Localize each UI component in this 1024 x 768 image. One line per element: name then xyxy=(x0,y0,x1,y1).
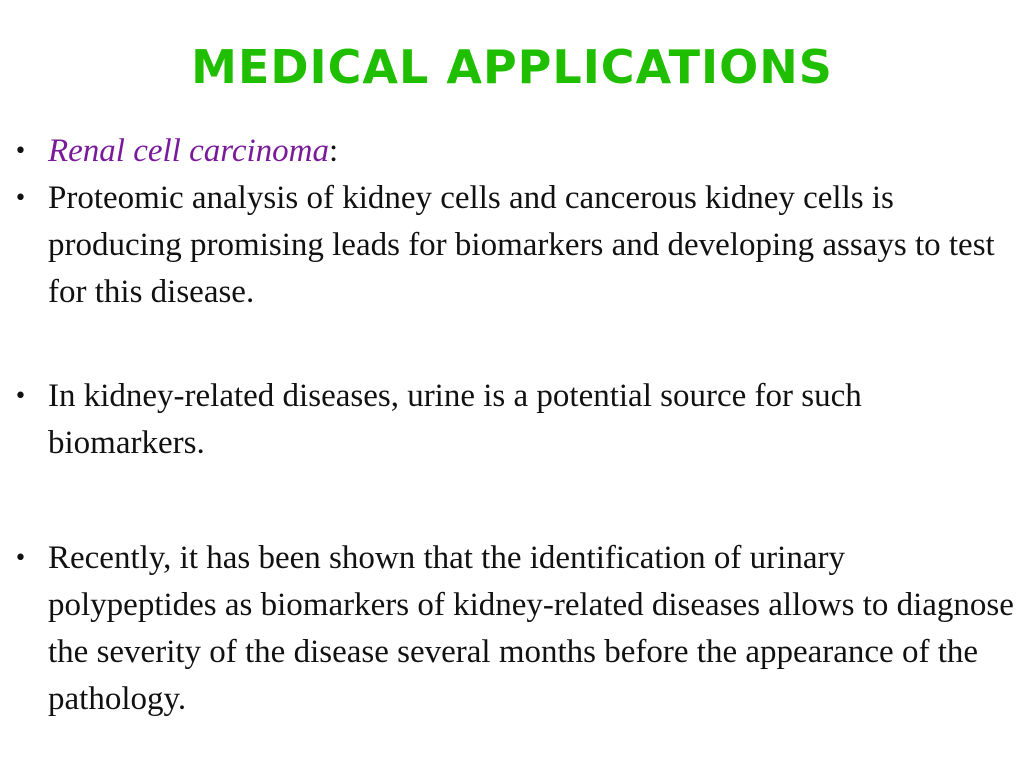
bullet-list xyxy=(0,128,1024,723)
bullet-item xyxy=(0,175,1024,316)
slide-title: MEDICAL APPLICATIONS xyxy=(191,40,833,94)
bullet-dot-icon: • xyxy=(14,139,27,164)
bullet-text: Proteomic analysis of kidney cells and cancerous kidney cells is producing promising leads for biomarkers and developing assays to test for this disease. xyxy=(48,180,995,310)
bullet-heading-term: Renal cell carcinoma xyxy=(48,133,330,169)
bullet-heading-suffix: : xyxy=(329,133,339,169)
bullet-dot-icon: • xyxy=(14,384,27,409)
bullet-text: Recently, it has been shown that the identification of urinary polypeptides as biomarkers of kidney-related diseases allows to diagnose the severity of the disease several months before the appearance of the pathology. xyxy=(48,540,1014,717)
bullet-dot-icon: • xyxy=(14,186,27,211)
bullet-item xyxy=(0,128,1024,175)
bullet-dot-icon: • xyxy=(14,546,27,571)
bullet-item xyxy=(0,373,1024,467)
bullet-text: In kidney-related diseases, urine is a potential source for such biomarkers. xyxy=(48,378,862,461)
bullet-item xyxy=(0,535,1024,723)
